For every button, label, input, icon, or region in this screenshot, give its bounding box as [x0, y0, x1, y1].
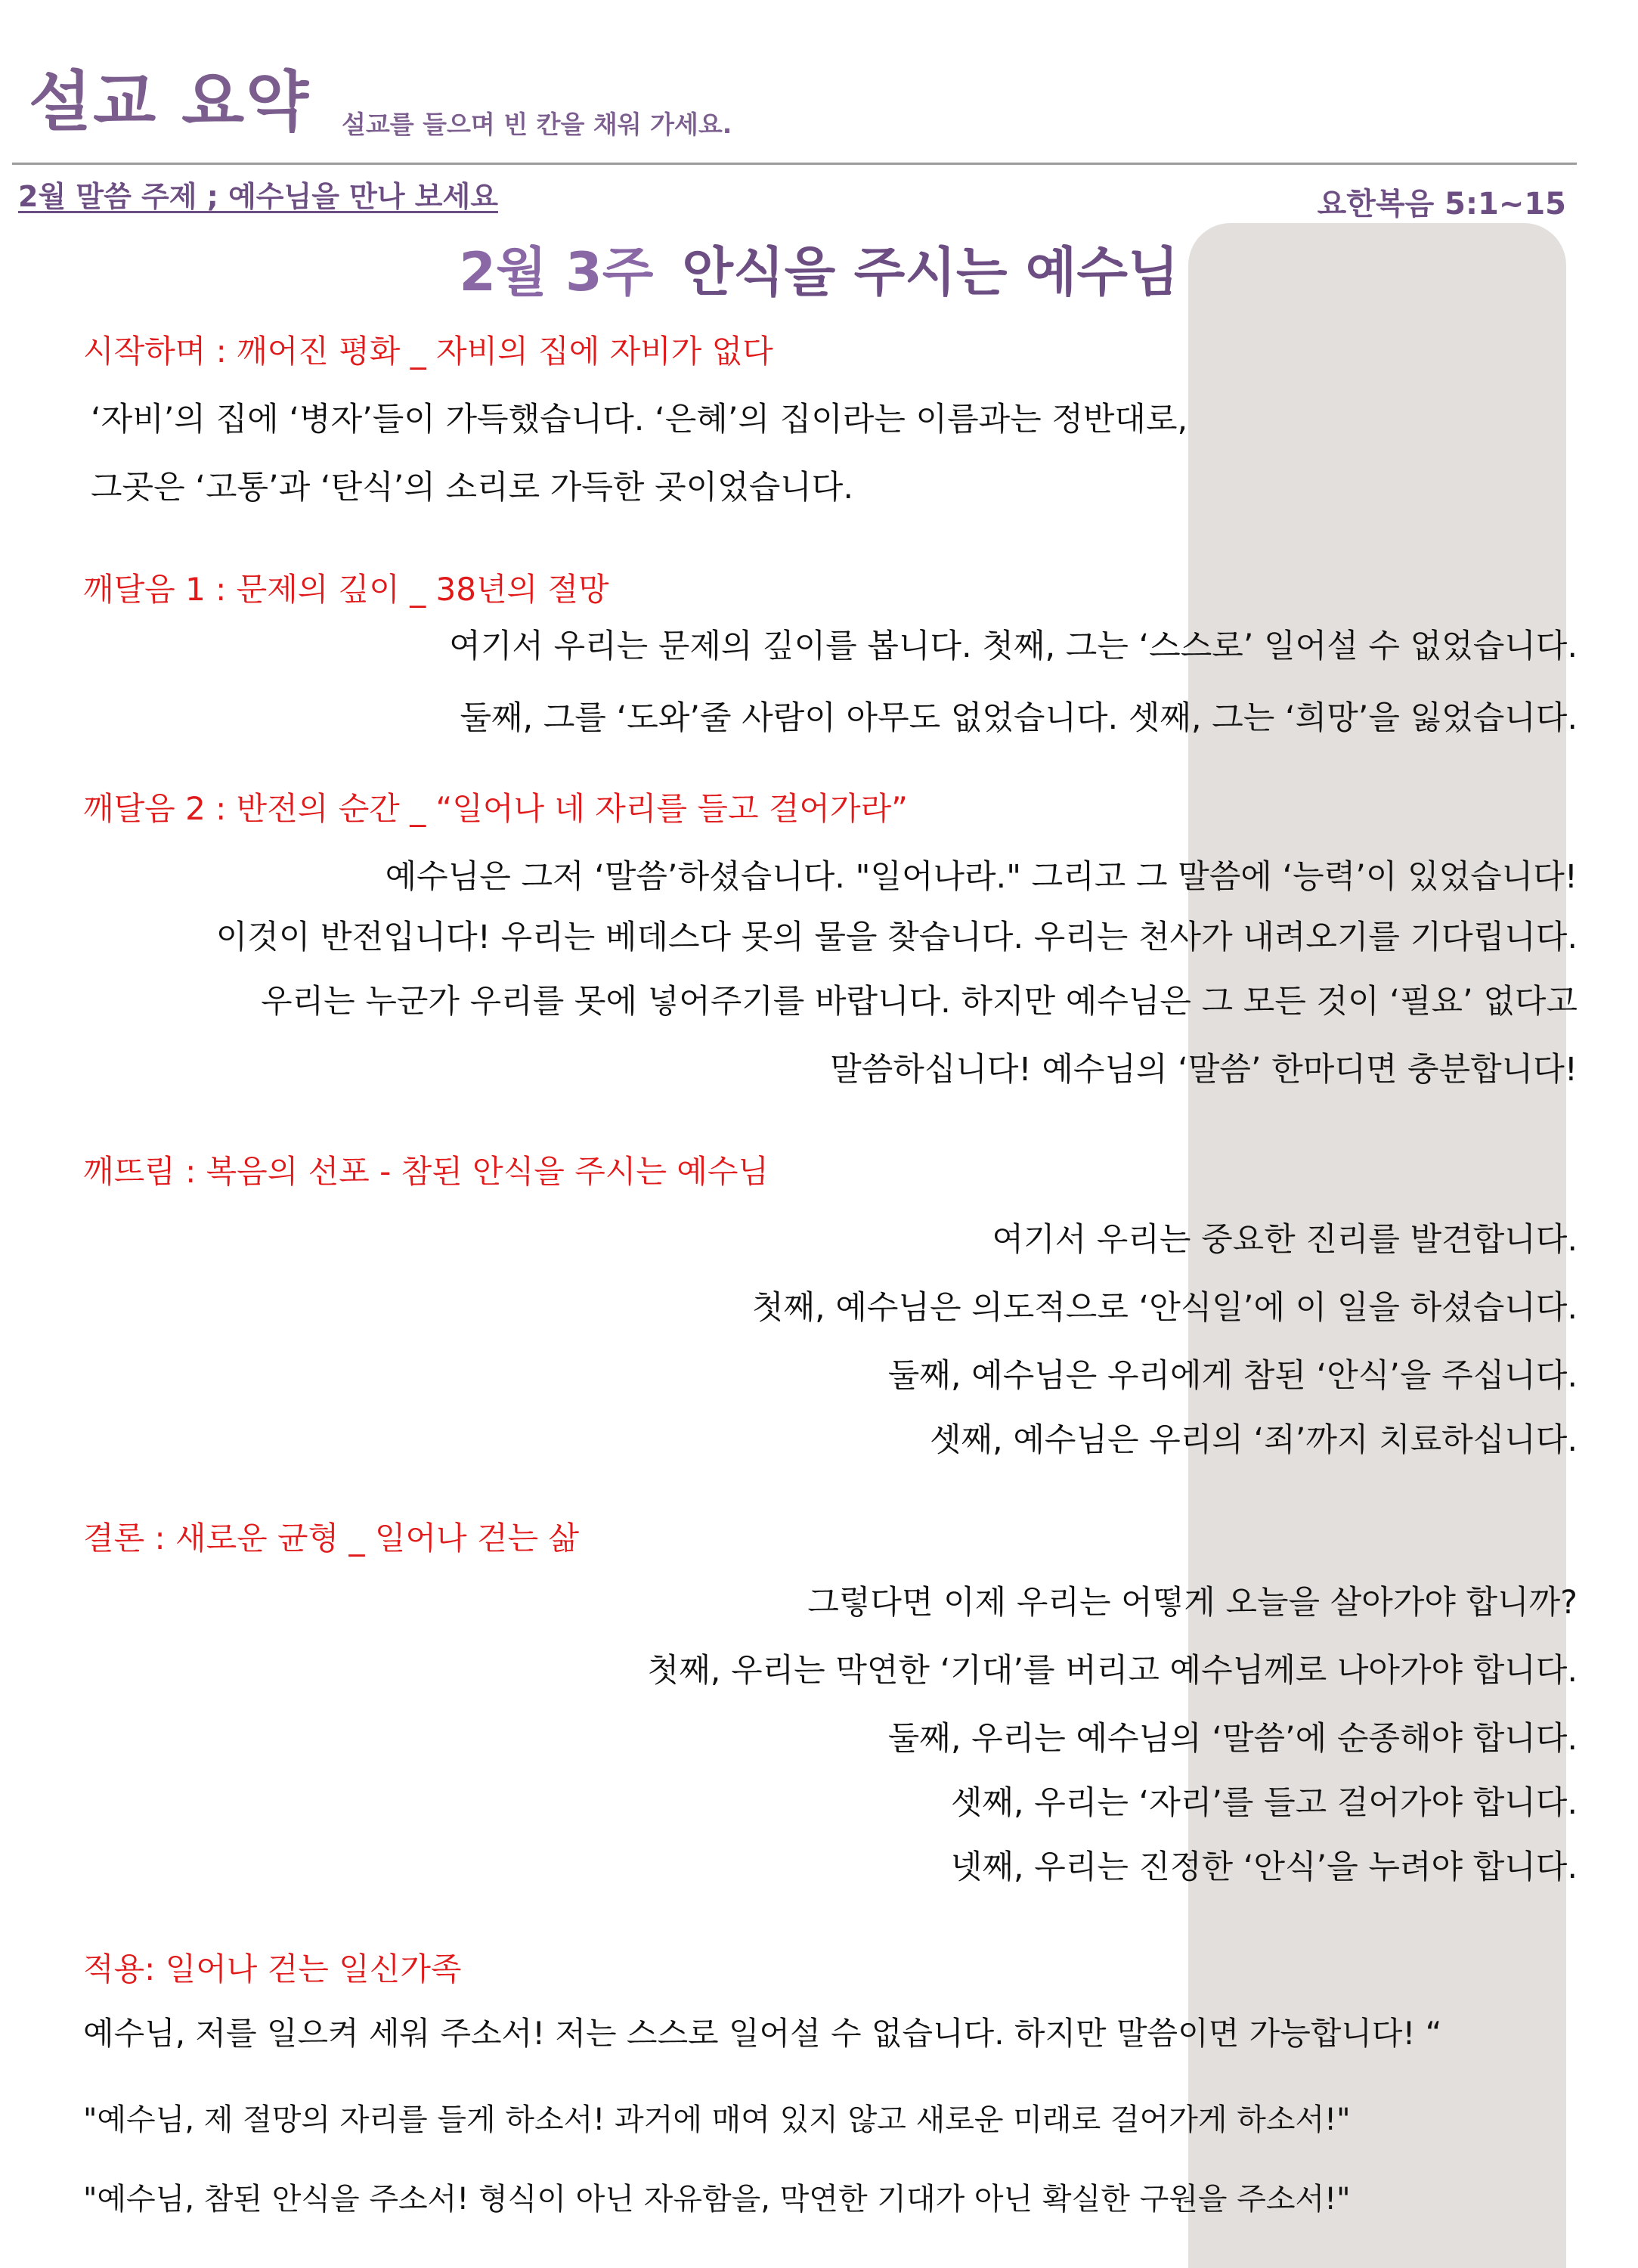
conclusion-line-4: 셋째, 우리는 ‘자리’를 들고 걸어가야 합니다.: [950, 1784, 1578, 1822]
conclusion-line-5: 넷째, 우리는 진정한 ‘안식’을 누려야 합니다.: [950, 1848, 1578, 1886]
scripture-reference: 요한복음 5:1~15: [1317, 187, 1566, 222]
page-subtitle: 설교를 들으며 빈 칸을 채워 가세요.: [342, 110, 732, 139]
conclusion-line-3: 둘째, 우리는 예수님의 ‘말씀’에 순종해야 합니다.: [887, 1720, 1578, 1758]
breakthrough-line-3: 둘째, 예수님은 우리에게 참된 ‘안식’을 주십니다.: [887, 1357, 1578, 1395]
insight2-line-2: 이것이 반전입니다! 우리는 베데스다 못의 물을 찾습니다. 우리는 천사가 내려오기를 기다립니다.: [215, 919, 1578, 956]
application-line-1: 예수님, 저를 일으켜 세워 주소서! 저는 스스로 일어설 수 없습니다. 하지만 말씀이면 가능합니다! “: [83, 2015, 1442, 2052]
insight2-heading: 깨달음 2 : 반전의 순간 _ “일어나 네 자리를 들고 걸어가라”: [83, 790, 908, 827]
intro-heading: 시작하며 : 깨어진 평화 _ 자비의 집에 자비가 없다: [83, 333, 773, 370]
conclusion-line-1: 그렇다면 이제 우리는 어떻게 오늘을 살아가야 합니까?: [807, 1584, 1578, 1622]
insight1-line-1: 여기서 우리는 문제의 깊이를 봅니다. 첫째, 그는 ‘스스로’ 일어설 수 없었습니다.: [449, 627, 1578, 665]
application-heading: 적용: 일어나 걷는 일신가족: [83, 1950, 462, 1988]
intro-line-1: ‘자비’의 집에 ‘병자’들이 가득했습니다. ‘은혜’의 집이라는 이름과는 정반대로,: [91, 401, 1188, 438]
insight2-line-3: 우리는 누군가 우리를 못에 넣어주기를 바랍니다. 하지만 예수님은 그 모든 것이 ‘필요’ 없다고: [261, 983, 1578, 1021]
breakthrough-heading: 깨뜨림 : 복음의 선포 - 참된 안식을 주시는 예수님: [83, 1153, 769, 1190]
breakthrough-line-2: 첫째, 예수님은 의도적으로 ‘안식일’에 이 일을 하셨습니다.: [751, 1289, 1578, 1327]
week-label: 2월 3주: [459, 241, 654, 303]
header-divider: [12, 163, 1577, 165]
insight1-heading: 깨달음 1 : 문제의 깊이 _ 38년의 절망: [83, 571, 609, 608]
monthly-theme: 2월 말씀 주제 ; 예수님을 만나 보세요: [18, 180, 498, 213]
application-line-2: "예수님, 제 절망의 자리를 들게 하소서! 과거에 매여 있지 않고 새로운 미래로 걸어가게 하소서!": [83, 2102, 1351, 2137]
intro-line-2: 그곳은 ‘고통’과 ‘탄식’의 소리로 가득한 곳이었습니다.: [91, 469, 853, 507]
sermon-title: [0, 240, 1638, 304]
insight2-line-4: 말씀하십니다! 예수님의 ‘말씀’ 한마디면 충분합니다!: [830, 1051, 1578, 1089]
sermon-title-text: 안식을 주시는 예수님: [682, 241, 1179, 303]
page-title: 설교 요약: [29, 64, 311, 140]
application-line-3: "예수님, 참된 안식을 주소서! 형식이 아닌 자유함을, 막연한 기대가 아닌 확실한 구원을 주소서!": [83, 2182, 1351, 2217]
conclusion-heading: 결론 : 새로운 균형 _ 일어나 걷는 삶: [83, 1520, 580, 1557]
breakthrough-line-1: 여기서 우리는 중요한 진리를 발견합니다.: [992, 1221, 1578, 1259]
breakthrough-line-4: 셋째, 예수님은 우리의 ‘죄’까지 치료하십니다.: [929, 1421, 1578, 1459]
insight2-line-1: 예수님은 그저 ‘말씀’하셨습니다. "일어나라." 그리고 그 말씀에 ‘능력’이 있었습니다!: [385, 858, 1578, 896]
insight1-line-2: 둘째, 그를 ‘도와’줄 사람이 아무도 없었습니다. 셋째, 그는 ‘희망’을 잃었습니다.: [460, 699, 1578, 737]
conclusion-line-2: 첫째, 우리는 막연한 ‘기대’를 버리고 예수님께로 나아가야 합니다.: [647, 1652, 1578, 1690]
